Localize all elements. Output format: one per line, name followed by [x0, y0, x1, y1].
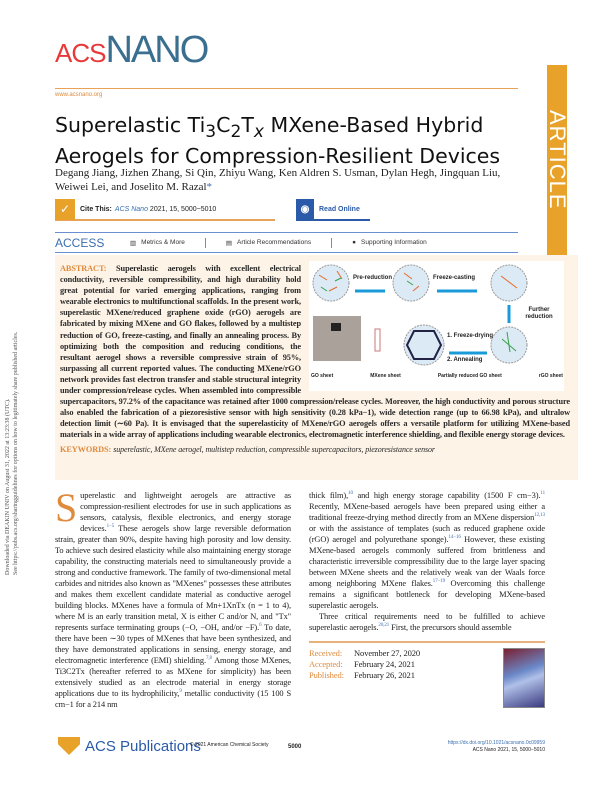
sharing-line: See https://pubs.acs.org/sharingguidelines for options on how to legitimately share published articles. — [13, 331, 19, 575]
title-subscript: x — [253, 122, 264, 143]
body-text: metallic conductivity (15 100 S cm−1 for a 214 nm — [55, 689, 292, 709]
logo-acs: ACS — [55, 38, 106, 68]
recommendations-link[interactable]: ▤ Article Recommendations — [225, 239, 312, 247]
body-text: Among those MXenes, Ti3C2Tx (hereafter referred to as MXene for simplicity) has been extensively studied as an electrode material in energy storage applications due to its hydrophilicity, — [55, 656, 291, 698]
reference-link[interactable]: 17−19 — [432, 579, 446, 585]
acs-publications-logo: ACS Publications — [58, 737, 201, 755]
article-title — [55, 113, 535, 168]
author-list — [55, 166, 525, 194]
abstract-text: Superelastic aerogels with excellent electrical conductivity, reversible compressibility, and high durability hold great potential for varied emerging applications, ranging from wearable electronics to multifunctional scaffolds. In the present work, superelastic MXene/reduced graphene oxide (rGO) aerogels are fabricated by mixing MXene and GO flakes, followed by a multistep reduction of GO, freeze-casting, and finally an annealing process. By optimizing both the composition and reducing conditions, the resultant aerogel shows a reversible compressive strain of 95%, surpassing all current reported values. The conducting MXene/rGO network provides fast electron transfer and stable structural integrity under compression/release cycles. When assembled into compressible supercapacitors, 97.2% of the capacitance was retained after 1000 compression/release cycles. Moreover, the high conductivity and porous structure also enabled the fabrication of a piezoresistive sensor with high sensitivity (0.28 kPa−1), wide detection range (up to 66.98 kPa), and ultralow detection limit (∼60 Pa). It is envisaged that the superelasticity of MXene/rGO aerogels offers a versatile platform for utilizing MXene-based materials in a wide array of applications including wearable electronics, electromagnetic interference shielding, and flexible energy storage devices. — [60, 264, 570, 440]
body-text: To date, there have been ∼30 types of MXenes that have been synthesized, and they have demonstrated applications in sensing, energy storage, and electromagnetic interference (EMI) shielding. — [55, 623, 291, 665]
title-subscript: 2 — [230, 122, 242, 143]
body-column-left — [55, 485, 292, 710]
logo-nano: NANO — [105, 29, 208, 71]
keywords — [60, 444, 570, 455]
body-columns — [55, 485, 546, 710]
step-label: 1. Freeze-drying — [447, 333, 494, 339]
step-label: Pre-reduction — [353, 275, 393, 281]
cite-label: Cite This: — [80, 206, 112, 213]
divider — [205, 238, 206, 248]
abstract-heading: ABSTRACT: — [60, 264, 107, 273]
body-text: thick film), — [309, 491, 349, 500]
cite-ref: 2021, 15, 5000−5010 — [149, 206, 217, 213]
body-paragraph — [309, 611, 545, 633]
legend-go: GO sheet — [311, 373, 334, 379]
step-label: 2. Annealing — [447, 357, 483, 363]
cite-journal: ACS Nano — [114, 206, 148, 213]
read-online-button[interactable] — [296, 200, 370, 221]
corresponding-author-mark[interactable]: * — [206, 181, 213, 193]
page-footer — [55, 737, 545, 763]
bar-chart-icon: ▥ — [130, 239, 137, 247]
supporting-info-link[interactable]: ● Supporting Information — [352, 239, 427, 246]
checkmark-icon: ✓ — [55, 199, 75, 220]
legend-mxene: MXene sheet — [370, 373, 401, 379]
reference-link[interactable]: 7,8 — [205, 656, 212, 662]
article-dates — [309, 648, 420, 708]
footer-citation: ACS Nano 2021, 15, 5000−5010 — [472, 747, 545, 753]
journal-logo — [55, 30, 207, 73]
date-received: Received: November 27, 2020 — [309, 648, 421, 658]
title-text: T — [241, 113, 254, 137]
reference-link[interactable]: 9 — [179, 689, 182, 695]
body-text: uperelastic and lightweight aerogels are attractive as compression-resilient electrodes for use in such applications as sensors, catalysis, flexible electronics, and energy storage devices. — [80, 491, 291, 533]
download-notice — [4, 255, 20, 575]
journal-url[interactable]: www.acsnano.org — [55, 92, 103, 98]
drop-cap: S — [55, 485, 78, 530]
article-info — [309, 641, 545, 708]
access-label: ACCESS — [55, 235, 105, 250]
reference-link[interactable]: 11 — [540, 491, 546, 497]
copyright: © 2021 American Chemical Society — [190, 742, 269, 748]
acs-shield-icon — [58, 737, 80, 755]
header-rule — [55, 88, 518, 89]
body-column-right — [309, 490, 545, 708]
toc-graphic — [309, 261, 564, 391]
legend-rgo: rGO sheet — [538, 373, 563, 379]
metrics-link[interactable]: ▥ Metrics & More — [130, 239, 185, 247]
step-label: Further reduction — [525, 307, 553, 320]
body-paragraph — [309, 490, 545, 611]
download-line: Downloaded via DEAKIN UNIV on August 31, 2022 at 13:23:38 (UTC). — [5, 398, 11, 575]
read-online-label: Read Online — [319, 206, 360, 213]
body-text: Three critical requirements need to be fulfilled to achieve superelastic aerogels. — [309, 612, 545, 632]
journal-cover-image[interactable] — [503, 648, 545, 708]
reference-link[interactable]: 1−5 — [106, 524, 115, 530]
legend-partial-go: Partially reduced GO sheet — [437, 373, 502, 379]
abstract-box — [55, 255, 578, 480]
date-published: Published: February 26, 2021 — [309, 670, 415, 680]
author-names: Degang Jiang, Jizhen Zhang, Si Qin, Zhiyu Wang, Ken Aldren S. Usman, Dylan Hegh, Jingquan Liu, Weiwei Lei, and Joselito M. Razal — [55, 167, 501, 193]
keywords-heading: KEYWORDS: — [60, 444, 112, 454]
body-text: or with the assistance of templates (such as reduced graphene oxide (rGO) aerogel and polyurethane sponge). — [309, 524, 545, 544]
date-accepted: Accepted: February 24, 2021 — [309, 659, 415, 669]
body-text: These aerogels show large reversible deformation strain, greater than 90%, despite having high porosity and low density. To achieve such desired elasticity while also maintaining energy storage capability, the constructing materials need to simultaneously provide a strong and conductive framework. The family of two-dimensional metal carbides and nitrides also known as "MXenes" possesses these attributes and makes them excellent candidate material as conductive aerogel building blocks. MXenes have a formula of Mn+1XnTx (n = 1 to 4), where M is an early transition metal, X is either C and/or N, and "Tx" represents surface terminating groups (−O, −OH, and/or −F). — [55, 524, 291, 632]
body-text: However, these existing MXene-based aerogels commonly suffered from brittleness and characteristic irreversible compressibility due to the large layer spacing between MXene sheets and the relatively weak van der Waals force among neighboring MXene flakes. — [309, 535, 545, 588]
body-text: Overcoming this challenge remains a significant bottleneck for developing MXene-based superelastic aerogels. — [309, 579, 545, 610]
body-paragraph — [55, 485, 292, 710]
document-icon: ▤ — [225, 239, 233, 247]
step-label: Freeze-casting — [433, 275, 476, 281]
keywords-text: superelastic, MXene aerogel, multistep reduction, compressible supercapacitors, piezoresistance sensor — [113, 444, 435, 454]
doi-link[interactable]: https://dx.doi.org/10.1021/acsnano.0c09959 — [447, 740, 545, 746]
body-text: and high energy storage capability (1500 F cm−3). — [352, 491, 541, 500]
title-text: Superelastic Ti — [55, 113, 206, 137]
body-text: First, the precursors should assemble — [389, 623, 512, 632]
article-section-tab: ARTICLE — [547, 65, 567, 255]
reference-link[interactable]: 10 — [348, 491, 353, 497]
reference-link[interactable]: 20,21 — [378, 623, 390, 629]
cite-this-button[interactable] — [55, 200, 275, 221]
globe-icon: ◉ — [296, 199, 314, 220]
page-number: 5000 — [288, 744, 302, 750]
doi-block — [385, 740, 545, 754]
title-subscript: 3 — [205, 122, 217, 143]
access-bar — [55, 232, 518, 253]
reference-link[interactable]: 6 — [259, 623, 262, 629]
body-text: Recently, MXene-based aerogels have been prepared using either a traditional freeze-drying method directly from an MXene dispersion — [309, 502, 545, 522]
title-text: MXene-Based Hybrid Aerogels for Compression-Resilient Devices — [55, 113, 501, 169]
title-text: C — [216, 113, 231, 137]
reference-link[interactable]: 12,13 — [534, 513, 545, 519]
divider — [331, 238, 332, 248]
info-circle-icon: ● — [352, 239, 357, 246]
reference-link[interactable]: 14−16 — [448, 535, 461, 541]
